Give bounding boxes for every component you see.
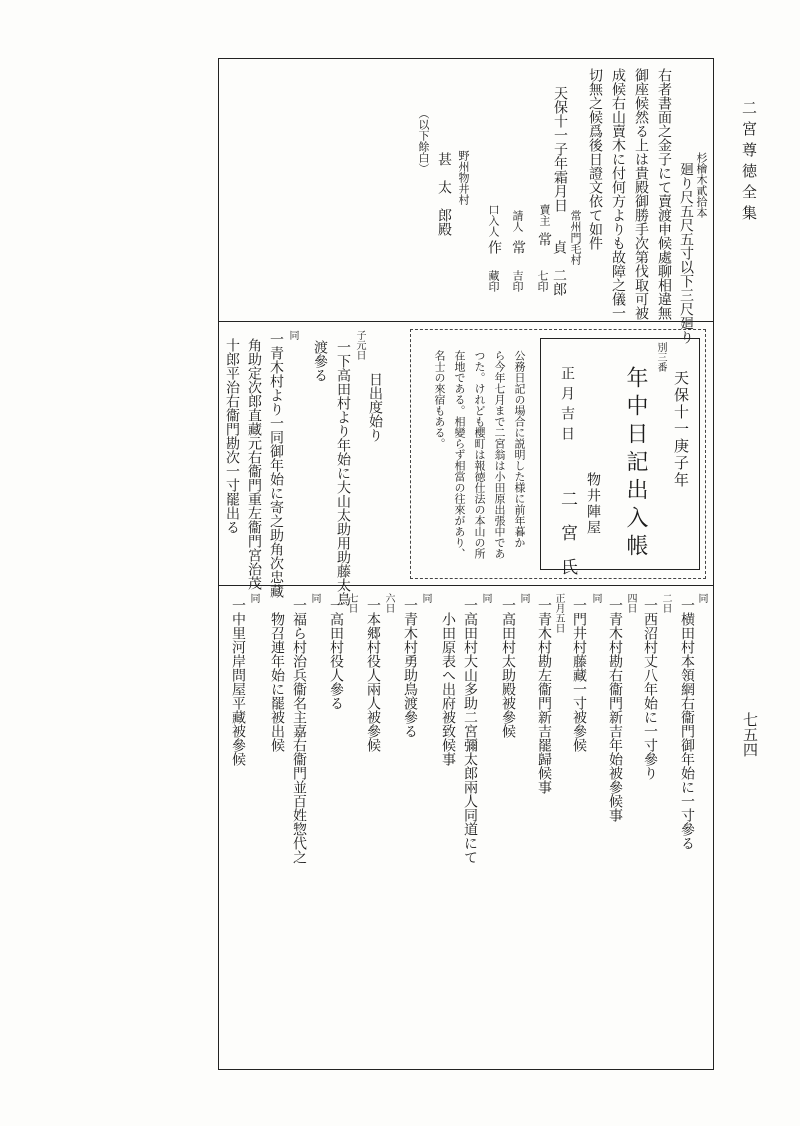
diary-entry: 物召連年始に罷被出候 [269,612,285,752]
section-divider-bottom [218,585,714,586]
text-line: 成候右山賣木に付何方よりも故障之儀一 [610,68,626,320]
diary-entry: 一西沼村丈八年始に一寸參り [642,598,658,780]
diary-date: 同 [696,593,707,603]
diary-entry: 一本郷村役人兩人被參候 [365,598,381,752]
page-number: 七五四 [741,712,759,757]
remainder-blank-note: （以下餘白） [417,108,430,174]
text-line: 廻り尺五尺五寸以下三尺廻り [678,162,694,344]
diary-entry: 一青木村勇助鳥渡參る [402,598,418,738]
diary-entry: 一下高田村より年始に大山太助用助藤太鳥 [335,340,351,606]
diary-date: 同 [590,593,601,603]
diary-heading: 日出度始り [367,372,383,442]
diary-entry: 一青木村勘右衞門新吉年始被參候事 [607,598,623,822]
seller-label: 賣主 [538,204,551,226]
cover-date: 正月吉日 [559,366,575,446]
diary-date: 同 [480,593,491,603]
diary-entry: 一福ら村治兵衞名主嘉右衞門並百姓惣代之 [291,598,307,864]
guarantor-name: 常 [510,240,526,254]
book-title: 二宮尊徳全集 [740,100,758,226]
village-name: 常州門毛村 [569,210,582,265]
text-line: 右者書面之金子にて賣渡申候處聊相違無 [656,68,672,320]
cover-volume: 天保十一庚子年 [672,370,690,489]
diary-entry: 一高田村大山多助二宮彌太郎兩人同道にて [462,598,478,864]
seller-name: 常 [536,232,552,246]
diary-date: 正月五日 [553,593,564,633]
diary-date: 同 [309,593,320,603]
addressee-village: 野州物井村 [457,150,470,205]
diary-date: 同 [248,593,259,603]
note-line: 公務日記の場合に説明した様に前年暮か [513,350,526,548]
diary-entry: 一高田村役人參る [328,598,344,710]
date-line: 天保十一子年霜月日 [552,86,568,212]
diary-date: 同 [518,593,529,603]
seller-name-suffix: 二郎 [551,268,567,296]
diary-date: 七日 [346,593,357,613]
addressee-name: 甚 太 郎殿 [436,152,452,236]
seal: 藏印 [487,270,500,292]
section-divider-top [218,321,714,322]
seller-name: 貞 [551,240,567,254]
diary-entry: 一門井村藤藏一寸被參候 [571,598,587,752]
note-line: 名士の來宿もある。 [433,350,446,449]
cover-place: 物井陣屋 [585,472,601,536]
seal: 七印 [536,270,549,292]
diary-entry: 一中里河岸問屋平藏被參候 [230,598,246,766]
diary-date: 同 [287,330,298,340]
broker-label: 口入人 [487,204,500,237]
cover-author: 二 宮 氏 [557,490,577,575]
diary-date: 四日 [625,593,636,613]
cover-tag: 別三番 [655,342,666,372]
seal: 吉印 [511,270,524,292]
note-line: ら今年七月まで二宮翁は小田原出張中であ [493,350,506,559]
diary-entry: 十郎平治右衞門勘次一寸罷出る [224,338,240,534]
text-line: 切無之候爲後日證文依て如件 [587,68,603,250]
note-line: つた。けれども櫻町は報徳仕法の本山の所 [473,350,486,559]
diary-date: 同 [420,593,431,603]
text-line: 御座候然る上は貴殿御勝手次第伐取可被 [633,68,649,320]
cover-title: 年中日記出入帳 [623,366,648,562]
guarantor-label: 請人 [511,210,524,232]
diary-entry: 一高田村太助殿被參候 [500,598,516,738]
broker-name: 作 [486,240,502,254]
diary-entry: 角助定次郎直藏元右衞門重左衞門宮治茂 [246,338,262,590]
diary-entry: 一青木村より一同御年始に寄之助角次忠藏 [268,332,284,598]
diary-entry: 小田原表へ出府被致候事 [440,612,456,766]
diary-date: 六日 [383,593,394,613]
diary-entry: 一横田村本領網右衞門御年始に一寸參る [679,598,695,850]
document-heading: 杉檜木貳拾本 [695,152,708,218]
diary-entry: 渡參る [312,340,328,382]
diary-entry: 一青木村勘左衞門新吉罷歸候事 [536,598,552,794]
diary-date: 子元日 [354,330,365,360]
diary-date: 二日 [660,593,671,613]
note-line: 在地である。相變らず相當の往來があり、 [453,350,466,559]
